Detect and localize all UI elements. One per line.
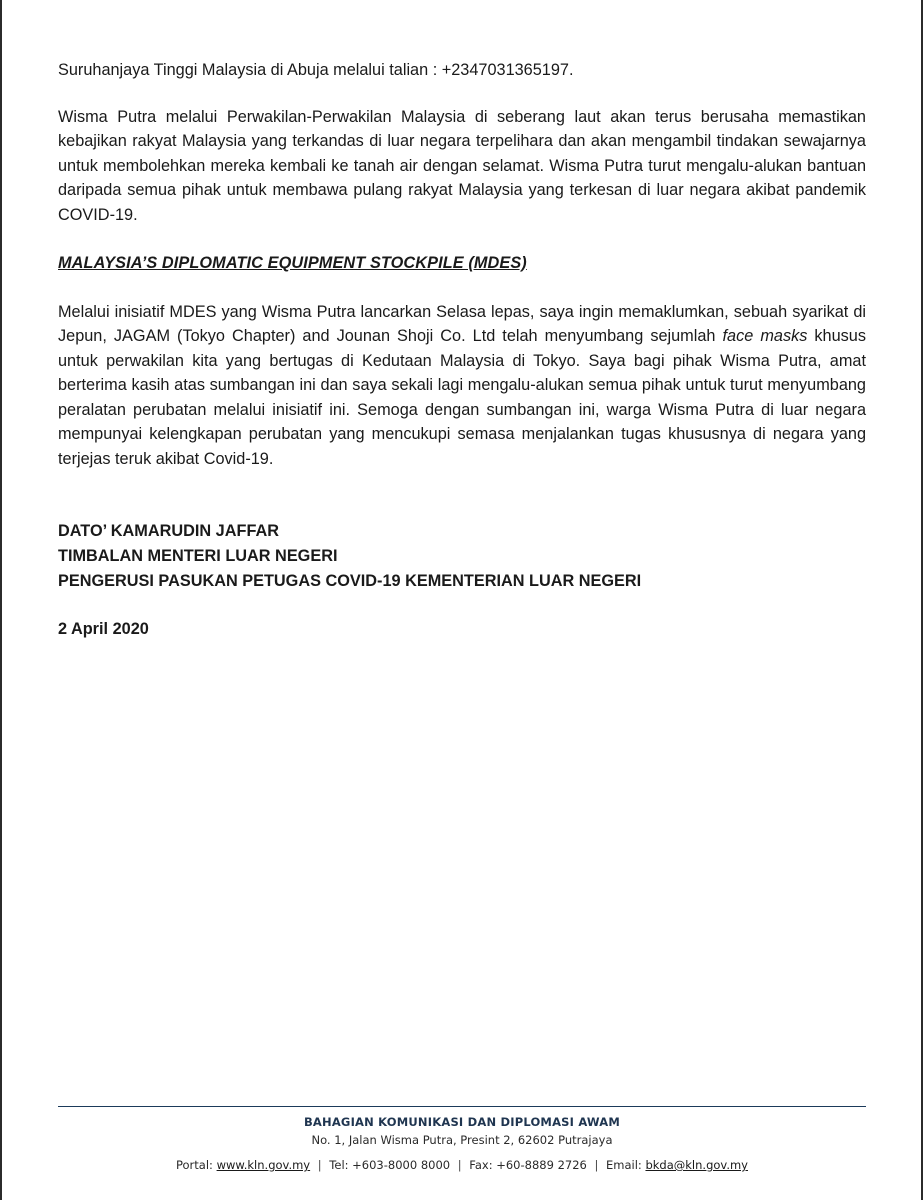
section-heading-mdes: MALAYSIA’S DIPLOMATIC EQUIPMENT STOCKPILE (MDES) [58,254,527,272]
footer-tel: Tel: +603-8000 8000 [329,1158,451,1172]
footer-divider [58,1106,866,1107]
signature-block [58,519,866,642]
face-masks-italic: face masks [722,327,808,345]
separator: | [594,1158,599,1172]
footer-contacts [58,1157,866,1174]
separator: | [457,1158,462,1172]
footer-department: BAHAGIAN KOMUNIKASI DAN DIPLOMASI AWAM [303,1115,621,1129]
footer [58,1114,866,1174]
portal-label: Portal: [176,1158,213,1172]
email-link[interactable]: bkda@kln.gov.my [645,1158,748,1172]
paragraph-mdes-part1: Melalui inisiatif MDES yang Wisma Putra lancarkan Selasa lepas, saya ingin memaklumkan, sebuah syarikat di Jepun, JAGAM (Tokyo Chapter) and Jounan Shoji Co. Ltd telah menyumbang sejumlah [58,302,866,345]
document-date: 2 April 2020 [58,620,149,638]
paragraph-repatriation: Wisma Putra melalui Perwakilan-Perwakilan Malaysia di seberang laut akan terus berusaha memastikan kebajikan rakyat Malaysia yang terkandas di luar negara terpelihara dan akan mengambil tindakan sewajarnya untuk membolehkan mereka kembali ke tanah air dengan selamat. Wisma Putra turut mengalu-alukan bantuan daripada semua pihak untuk membawa pulang rakyat Malaysia yang terkesan di luar negara akibat pandemik COVID-19. [58,107,866,224]
paragraph-mdes-part2: khusus untuk perwakilan kita yang bertugas di Kedutaan Malaysia di Tokyo. Saya bagi pihak Wisma Putra, amat berterima kasih atas sumbangan ini dan saya sekali lagi mengalu-alukan semua pihak untuk turut menyumbang peralatan perubatan melalui inisiatif ini. Semoga dengan sumbangan ini, warga Wisma Putra di luar negara mempunyai kelengkapan perubatan yang mencukupi semasa menjalankan tugas khususnya di negara yang terjejas teruk akibat Covid-19. [58,327,866,468]
footer-fax: Fax: +60-8889 2726 [469,1158,587,1172]
email-label: Email: [606,1158,642,1172]
signatory-title: TIMBALAN MENTERI LUAR NEGERI [58,547,338,565]
separator: | [317,1158,322,1172]
signatory-role: PENGERUSI PASUKAN PETUGAS COVID-19 KEMENTERIAN LUAR NEGERI [58,572,642,590]
document-body [58,58,866,642]
signatory-name: DATO’ KAMARUDIN JAFFAR [58,522,280,540]
paragraph-mdes [58,300,866,472]
portal-link[interactable]: www.kln.gov.my [216,1158,311,1172]
footer-address: No. 1, Jalan Wisma Putra, Presint 2, 62602 Putrajaya [311,1133,613,1147]
contact-line: Suruhanjaya Tinggi Malaysia di Abuja melalui talian : +2347031365197. [58,61,574,79]
